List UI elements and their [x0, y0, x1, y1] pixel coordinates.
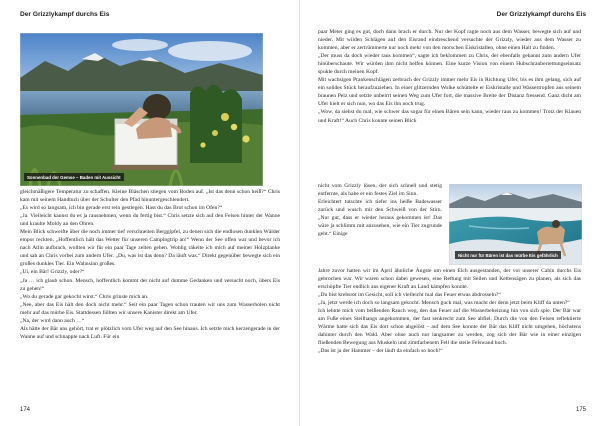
paragraph: „Na, der wird dann auch …“ [20, 317, 85, 324]
paragraph: Mein Blick schweifte über die noch immer tief verschneiten Berggipfel, zu denen sich die endlosen dunklen Wälder empor reckten. „Hoffentlich hält das Wetter für unseren Campingtrip an!“ Wenn der See offen war und bevor ich nach Atlin aufbrach, wollten wir für ein paar Tage zelten gehen. Wohlig räkelte ich mich auf meiner Holzplanke und sah an Chris vorbei zum andern Ufer. „Du, was ist das denn? Da läuft was.“ Direkt gegenüber bewegte sich ein großes dunkles Tier. Ein Wahnsinn großes. [20, 229, 280, 268]
paragraph: Ich lehnte mich vom beißenden Rauch weg, den das Feuer auf die Wasserbeheizung hin von sich spie. Der Bär war am Fuße eines Steilhangs angekommen, der fast senkrecht zum See abfiel. Durch die von den Felsen reflektierte Wärme hatte sich das Eis dort schon abgelöst – auf dem See konnte der Bär das Kliff nicht umgehen, höchstens dahinter durch den Wald. Aber ohne auch nur langsamer zu werden, zog sich der Bär wie in einer einzigen fließenden Bewegung aus Muskeln und zimtfarbenem Fell die steile Felswand hoch. [318, 308, 581, 347]
paragraph: Erleichtert tutschte ich tiefer ins heiße Badewasser zurück und wusch mir den Schweiß von der Stirn. „Nur gut, dass er wieder heraus gekommen ist! Das wäre ja schlimm mit anzusehen, wie ein Tier zugrunde geht.“ Einige [318, 199, 442, 238]
paragraph: gleichmäßigere Temperatur zu schaffen. Kleine Bläschen stiegen vom Boden auf. „Ist das denn schon heiß?“ Chris kam mit seinem Handtuch über der Schulter den Pfad hinuntergeschlendert. [20, 189, 280, 204]
paragraph: Als hätte der Bär uns gehört, trat er plötzlich vom Ufer weg auf den See hinaus. Ich setzte mich kerzengerade in der Wanne auf und schnappte nach Luft. Für ein [20, 325, 280, 340]
paragraph: paar Meter ging es gut, doch dann brach er durch. Nur der Kopf ragte noch aus dem Wasser, bewegte sich auf und nieder. Mit wilden Schlägen auf den Eisrand eindreschend versuchte der Grizzly, wieder aus dem Wasser zu kommen, aber er zertrümmerte nur noch mehr von den morschen Eiskristallen, ohne einen Halt zu finden. [318, 29, 581, 52]
right-page-header: Der Grizzlykampf durchs Eis [496, 11, 586, 18]
paragraph: Jahre zuvor hatten wir im April ähnliche Ängste um einen Elch ausgestanden, der vor unserer Cabin durchs Eis gebrochen war. Wir waren schon dabei gewesen, eine Rettung mit Seilen und Kettensägen zu planen, als sich das erschöpfte Tier endlich aus eigener Kraft an Land kämpfen konnte. [318, 268, 581, 291]
right-page-number: 175 [575, 407, 586, 413]
paragraph: nicht vom Grizzly lösen, der sich schnell und stetig entfernte, als habe er ein festes Ziel im Sinn. [318, 183, 442, 198]
hot-tub-photo [20, 33, 263, 186]
paragraph: „Wow, da siehst du mal, wie schwer das sogar für einen Bären sein kann, wieder raus zu kommen! Trotz der Klauen und Kraft!“ Auch Chris konnte seinen Blick [318, 109, 581, 124]
photo-caption-right: Nicht nur für Bären ist das mürbe Eis gefährlich [455, 251, 561, 259]
lake-ice-photo [449, 184, 582, 265]
paragraph: „Der muss da doch wieder raus kommen“, sagte ich beklommen zu Chris, der ebenfalls gebannt zum andern Ufer hinüberschaute. Wir würden ihm nicht helfen können. Eine kurze Vision von einem Hubschrauberrettungseinsatz spukte durch meinen Kopf. [318, 53, 581, 76]
right-page-body-bottom [318, 267, 581, 356]
paragraph: „Wo du gerade gar gekocht wirst.“ Chris grinste mich an. [20, 293, 149, 300]
paragraph: „Ja. Vielleicht kannst du es ja rausnehmen, wenn du fertig bist.“ Chris setzte sich auf den Felsen hinter der Wanne und kraulte Moldy an den Ohren. [20, 213, 280, 228]
paragraph: „Es wird so langsam, ich bin gerade erst rein gestiegen. Hast du das Brot schon im Ofen?“ [20, 205, 223, 212]
paragraph: Mit wachsigen Prankenschlägen zerbrach der Grizzly immer mehr Eis in Richtung Ufer, bis es ihm gelang, sich auf ein solides Stück heraufzuziehen. In einer glitzernden Wolke schüttelte er Eiskristalle und Wassertropfen aus seinem braunen Pelz und setzte unbeirrt seinen Weg zum Ufer fort, die massive Breite der Distanz fressend. Ganz dicht am Ufer hielt er sich nun, wo das Eis ihn noch trug. [318, 77, 581, 108]
right-page-body-narrow [318, 182, 442, 238]
paragraph: „Du bist krebsrot im Gesicht, soll ich vielleicht mal das Feuer etwas abdrosseln?“ [318, 292, 501, 299]
paragraph: „Ja, jetzt werde ich doch so langsam gekocht. Mensch guck mal, was macht der denn jetzt beim Kliff da unten?“ [318, 300, 570, 307]
paragraph: „Das ist ja der Hammer – der läuft da einfach so hoch!“ [318, 348, 443, 355]
left-page-header: Der Grizzlykampf durchs Eis [20, 11, 110, 18]
right-page-body-top [318, 28, 581, 125]
paragraph: „Ja … ich glaub schon. Mensch, hoffentlich kommt der nicht auf dumme Gedanken und versucht noch, übers Eis zu gehen!“ [20, 277, 280, 292]
photo-caption-left: Sonnenbad der Gemse – Baden mit Aussicht [24, 173, 124, 181]
left-page-number: 174 [20, 407, 31, 413]
left-page-body [20, 188, 280, 341]
paragraph: „Ui, ein Bär! Grizzly, oder?“ [20, 269, 85, 276]
paragraph: „Nee, aber das Eis hält den doch nicht mehr.“ Seit ein paar Tagen schon trauten wir uns zum Wasserholen nicht mehr auf das mürbe Eis. Stattdessen füllten wir unsere Kanister direkt am Ufer. [20, 301, 280, 316]
hot-tub-illustration [20, 33, 263, 186]
